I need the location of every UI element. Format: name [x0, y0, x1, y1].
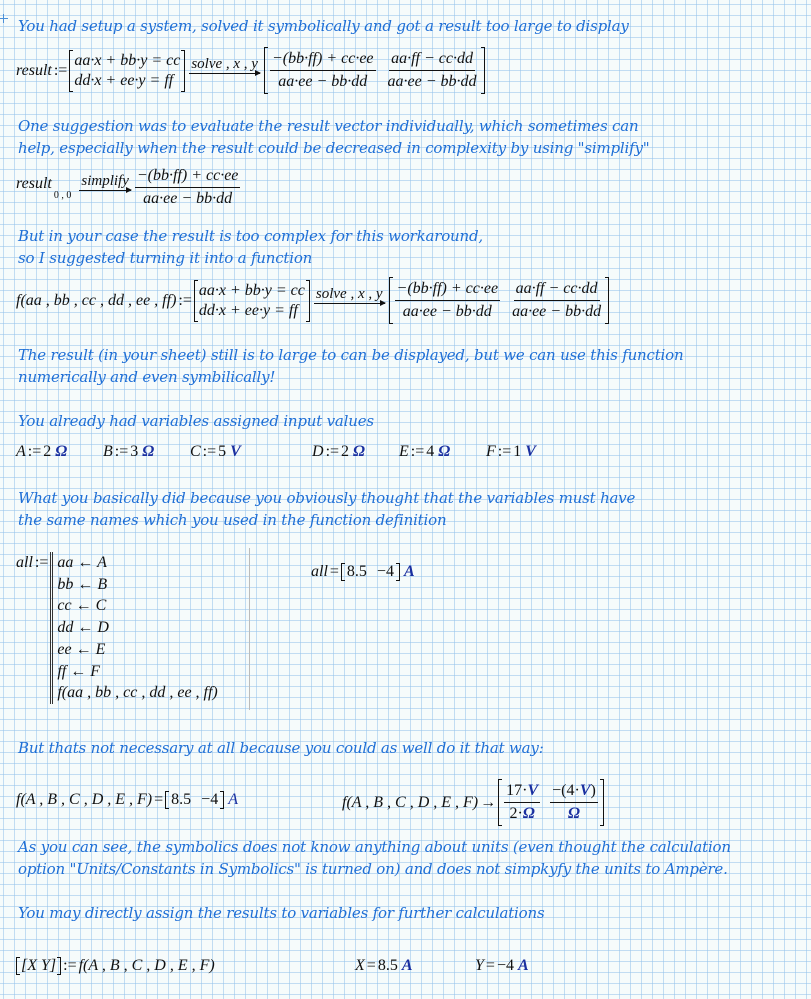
value: 2 — [43, 443, 52, 460]
assign-operator: := — [53, 61, 68, 79]
note-text: the same names which you used in the function definition — [18, 511, 447, 529]
text-region-workaround[interactable] — [18, 225, 483, 269]
variable-all: all — [16, 554, 33, 571]
equation-system-matrix — [194, 280, 310, 322]
unit-ohm: Ω — [522, 805, 535, 822]
math-region-input-b[interactable] — [103, 443, 154, 461]
unit-ampere: A — [403, 563, 415, 580]
equation-row: aa·x + bb·y = cc — [74, 51, 181, 69]
numerator: aa·ff − cc·dd — [389, 49, 475, 71]
result-vector — [498, 779, 604, 826]
equals-operator: = — [329, 563, 339, 580]
subscript-index: 0 , 0 — [53, 189, 72, 201]
unit-ampere: A — [228, 791, 238, 808]
assign-operator: := — [497, 443, 512, 460]
note-text: so I suggested turning it into a function — [18, 249, 313, 267]
symbolic-simplify-operator — [79, 172, 131, 203]
variable-result: result — [16, 61, 52, 79]
value: −4 — [496, 957, 514, 974]
note-text: As you can see, the symbolics does not know anything about units (even thought the calculation — [18, 838, 731, 856]
unit-ampere: A — [401, 957, 413, 974]
solve-keyword: solve , x , y — [191, 56, 258, 72]
program-line: ee ← E — [57, 640, 106, 658]
function-signature: f(aa , bb , cc , dd , ee , ff) — [16, 291, 177, 309]
note-text: You already had variables assigned input values — [18, 412, 374, 430]
value: 3 — [130, 443, 139, 460]
math-region-input-a[interactable] — [16, 443, 67, 461]
math-region-eval-y[interactable] — [475, 957, 529, 975]
math-region-eval-x[interactable] — [355, 957, 412, 975]
note-text: What you basically did because you obviously thought that the variables must have — [18, 489, 636, 507]
assign-operator: := — [410, 443, 425, 460]
equals-operator: = — [485, 957, 495, 974]
math-region-program-all[interactable] — [16, 552, 218, 704]
note-text: But thats not necessary at all because you could as well do it that way: — [18, 739, 544, 757]
solve-keyword: solve , x , y — [315, 286, 383, 302]
math-region-input-d[interactable] — [312, 443, 365, 461]
fraction-y — [510, 279, 603, 322]
assign-operator: := — [34, 554, 49, 571]
math-region-eval-all[interactable] — [311, 563, 415, 581]
unit-ohm: Ω — [438, 443, 451, 460]
value: 4 — [426, 443, 435, 460]
variable-x: X — [355, 957, 365, 974]
note-text: The result (in your sheet) still is to large to can be displayed, but we can use this function — [18, 346, 684, 364]
text-region-suggestion[interactable] — [18, 115, 649, 159]
unit-ampere: A — [517, 957, 529, 974]
denominator: aa·ee − bb·dd — [387, 73, 477, 90]
denominator: aa·ee − bb·dd — [512, 303, 602, 320]
assign-operator: := — [63, 957, 77, 974]
program-line: dd ← D — [57, 619, 109, 637]
result-vector — [389, 277, 610, 324]
insertion-crosshair-icon — [0, 18, 8, 19]
equation-system-matrix — [69, 50, 185, 92]
math-region-symbolic-eval[interactable] — [342, 779, 604, 826]
numerator: aa·ff − cc·dd — [514, 279, 600, 301]
variable-result-indexed — [16, 175, 71, 201]
fraction-x — [270, 49, 376, 92]
unit-volt: V — [230, 443, 241, 460]
math-region-numeric-eval[interactable] — [16, 791, 238, 809]
right-arrow-icon — [79, 190, 131, 191]
math-region-input-e[interactable] — [399, 443, 450, 461]
assign-operator: := — [178, 291, 192, 309]
note-text: option "Units/Constants in Symbolics" is turned on) and does not simpkyfy the units to Ampère. — [18, 860, 728, 878]
variable-result: result — [16, 174, 52, 192]
text-region-intro[interactable] — [18, 15, 629, 37]
math-region-input-c[interactable] — [190, 443, 241, 461]
denominator — [508, 803, 537, 824]
target-vector — [16, 957, 61, 975]
math-region-input-f[interactable] — [486, 443, 536, 461]
equals-operator: = — [366, 957, 376, 974]
unit-volt: V — [525, 443, 536, 460]
program-line: f(aa , bb , cc , dd , ee , ff) — [57, 684, 218, 702]
note-text: numerically and even symbilically! — [18, 368, 276, 386]
variable-y: Y — [475, 957, 484, 974]
variable-name: C — [190, 443, 201, 460]
math-region-simplify[interactable] — [16, 166, 240, 209]
numerator — [504, 781, 540, 803]
fraction-x — [504, 781, 540, 824]
fraction-y — [550, 781, 598, 824]
equation-row: aa·x + bb·y = cc — [198, 281, 305, 299]
coefficient: 2· — [509, 805, 523, 822]
coefficient: 17· — [506, 782, 528, 799]
equation-row: dd·x + ee·y = ff — [74, 71, 174, 89]
assign-operator: := — [325, 443, 340, 460]
target-variables: [X Y] — [21, 957, 57, 974]
variable-name: E — [399, 443, 409, 460]
function-call: f(A , B , C , D , E , F) — [78, 957, 215, 974]
value: 8.5 — [346, 563, 367, 580]
assign-operator: := — [114, 443, 129, 460]
variable-name: F — [486, 443, 496, 460]
variable-all: all — [311, 563, 328, 580]
value: 8.5 — [377, 957, 398, 974]
text-region-assign-intro[interactable] — [18, 902, 544, 924]
denominator — [566, 803, 582, 824]
region-boundary-line — [249, 548, 250, 710]
fraction-x — [395, 279, 501, 322]
program-block — [50, 552, 217, 704]
numerator: −(bb·ff) + cc·ee — [135, 166, 241, 188]
right-arrow-icon — [314, 303, 385, 304]
value: 2 — [341, 443, 350, 460]
right-arrow-icon — [189, 73, 260, 74]
unit-ohm: Ω — [55, 443, 68, 460]
text-region-inputs-intro[interactable] — [18, 410, 374, 432]
denominator: aa·ee − bb·dd — [402, 303, 492, 320]
paren-close: ) — [590, 782, 596, 799]
math-region-function-def[interactable] — [16, 277, 609, 324]
note-text: But in your case the result is too complex for this workaround, — [18, 227, 483, 245]
note-text: One suggestion was to evaluate the result vector individually, which sometimes can — [18, 117, 639, 135]
text-region-function-usage[interactable] — [18, 344, 683, 388]
program-line: cc ← C — [57, 597, 107, 615]
symbolic-solve-operator — [189, 55, 260, 86]
unit-volt: V — [579, 782, 591, 799]
unit-ohm: Ω — [568, 805, 580, 822]
result-vector — [264, 47, 485, 94]
note-text: help, especially when the result could be decreased in complexity by using "simplify" — [18, 139, 650, 157]
value: 1 — [513, 443, 522, 460]
value: 8.5 — [171, 791, 192, 808]
variable-name: A — [16, 443, 26, 460]
coefficient: −(4· — [552, 782, 580, 799]
program-line: bb ← B — [57, 575, 108, 593]
symbolic-solve-operator — [314, 285, 385, 316]
unit-ohm: Ω — [142, 443, 155, 460]
unit-volt: V — [527, 782, 539, 799]
program-line: aa ← A — [57, 554, 107, 571]
function-call: f(A , B , C , D , E , F) — [16, 791, 153, 808]
numerator — [550, 781, 598, 803]
value: 5 — [218, 443, 227, 460]
denominator: aa·ee − bb·dd — [143, 190, 233, 207]
note-text: You had setup a system, solved it symbolically and got a result too large to display — [18, 17, 629, 35]
value: −4 — [376, 563, 394, 580]
math-region-vector-assign[interactable] — [16, 957, 215, 975]
text-region-units-remark[interactable] — [18, 836, 731, 880]
result-vector — [341, 563, 400, 581]
denominator: aa·ee − bb·dd — [278, 73, 368, 90]
fraction-y — [386, 49, 479, 92]
variable-name: B — [103, 443, 113, 460]
text-region-alternative[interactable] — [18, 737, 544, 759]
text-region-what-you-did[interactable] — [18, 487, 635, 531]
unit-ohm: Ω — [353, 443, 365, 460]
program-line: ff ← F — [57, 662, 101, 680]
note-text: You may directly assign the results to variables for further calculations — [18, 904, 545, 922]
value: −4 — [201, 791, 219, 808]
numerator: −(bb·ff) + cc·ee — [270, 49, 376, 71]
symbolic-arrow-icon: → — [480, 793, 497, 811]
math-region-result-solve[interactable] — [16, 47, 485, 94]
variable-name: D — [312, 443, 324, 460]
function-call: f(A , B , C , D , E , F) — [342, 793, 479, 811]
fraction-result — [135, 166, 241, 209]
equation-row: dd·x + ee·y = ff — [198, 301, 298, 319]
result-vector — [165, 791, 224, 809]
simplify-keyword: simplify — [81, 173, 129, 189]
assign-operator: := — [27, 443, 42, 460]
assign-operator: := — [202, 443, 217, 460]
equals-operator: = — [154, 791, 164, 808]
numerator: −(bb·ff) + cc·ee — [395, 279, 501, 301]
